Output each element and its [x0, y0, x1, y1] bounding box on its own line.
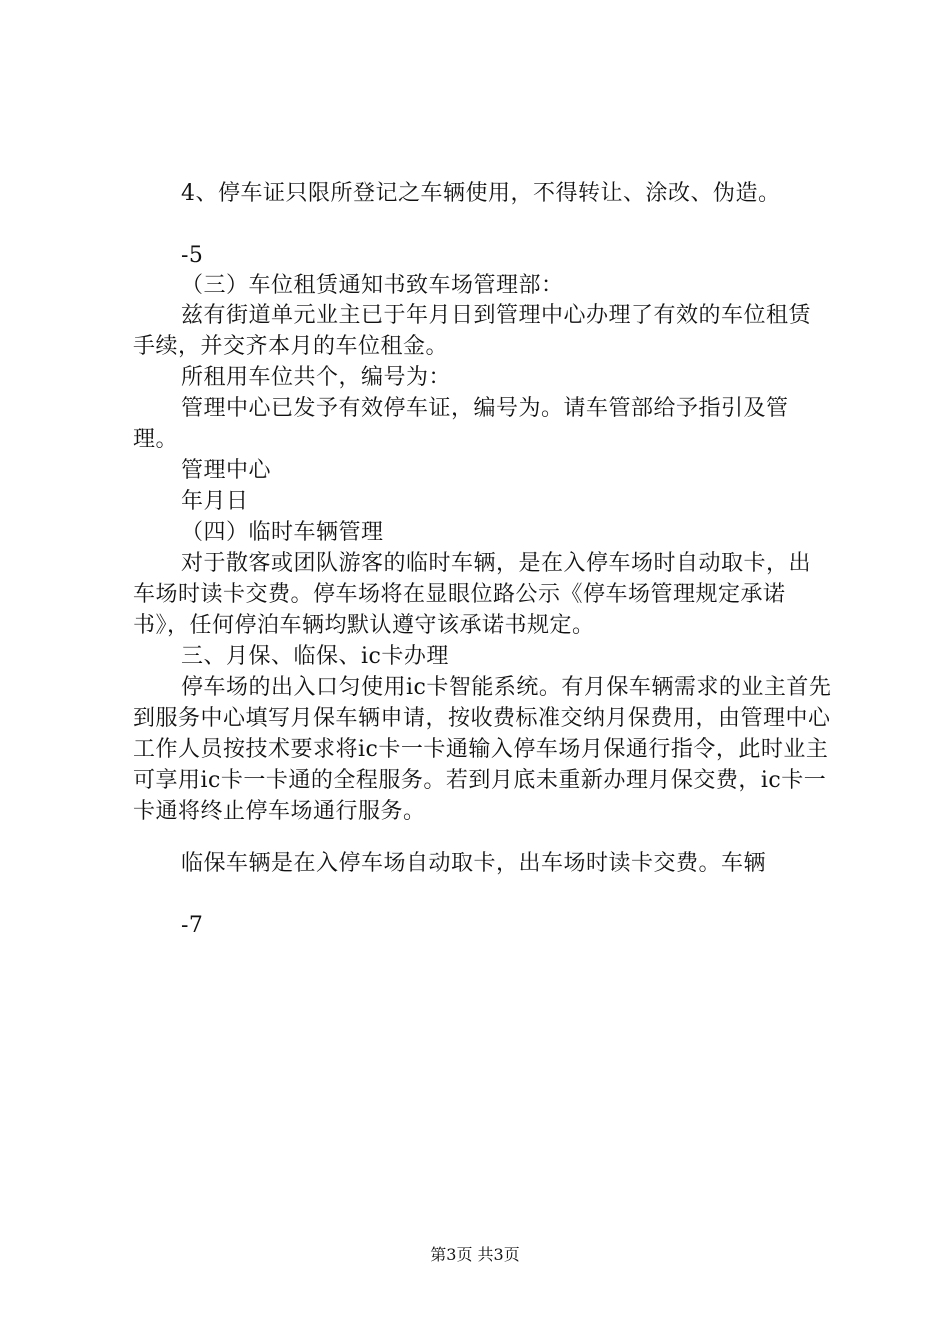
date-line: 年月日 [181, 489, 249, 514]
section-heading: （三）车位租赁通知书致车场管理部： [181, 273, 564, 298]
notice-paragraph: 所租用车位共个，编号为： [181, 365, 452, 390]
page-footer: 第3页 共3页 [430, 1245, 520, 1264]
notice-paragraph: 兹有街道单元业主已于年月日到管理中心办理了有效的车位租赁手续，并交齐本月的车位租金。 [133, 303, 812, 359]
body-paragraph: 临保车辆是在入停车场自动取卡，出车场时读卡交费。车辆 [181, 851, 767, 876]
page-marker: -7 [181, 913, 204, 938]
rule-paragraph-4: 4、停车证只限所登记之车辆使用，不得转让、涂改、伪造。 [181, 181, 781, 206]
page-marker: -5 [181, 243, 204, 268]
section-heading: （四）临时车辆管理 [181, 520, 384, 545]
section-heading: 三、月保、临保、ic卡办理 [181, 644, 449, 669]
notice-paragraph: 管理中心已发予有效停车证，编号为。请车管部给予指引及管理。 [133, 396, 789, 452]
body-paragraph: 停车场的出入口匀使用ic卡智能系统。有月保车辆需求的业主首先到服务中心填写月保车辆申请，按收费标准交纳月保费用，由管理中心工作人员按技术要求将ic卡一卡通输入停车场月保通行指令，此时业主可享用ic卡一卡通的全程服务。若到月底未重新办理月保交费，ic卡一卡通将终止停车场通行服务。 [133, 675, 832, 824]
body-paragraph: 对于散客或团队游客的临时车辆，是在入停车场时自动取卡，出车场时读卡交费。停车场将在显眼位路公示《停车场管理规定承诺书》，任何停泊车辆均默认遵守该承诺书规定。 [133, 551, 812, 638]
signature-line: 管理中心 [181, 458, 272, 483]
